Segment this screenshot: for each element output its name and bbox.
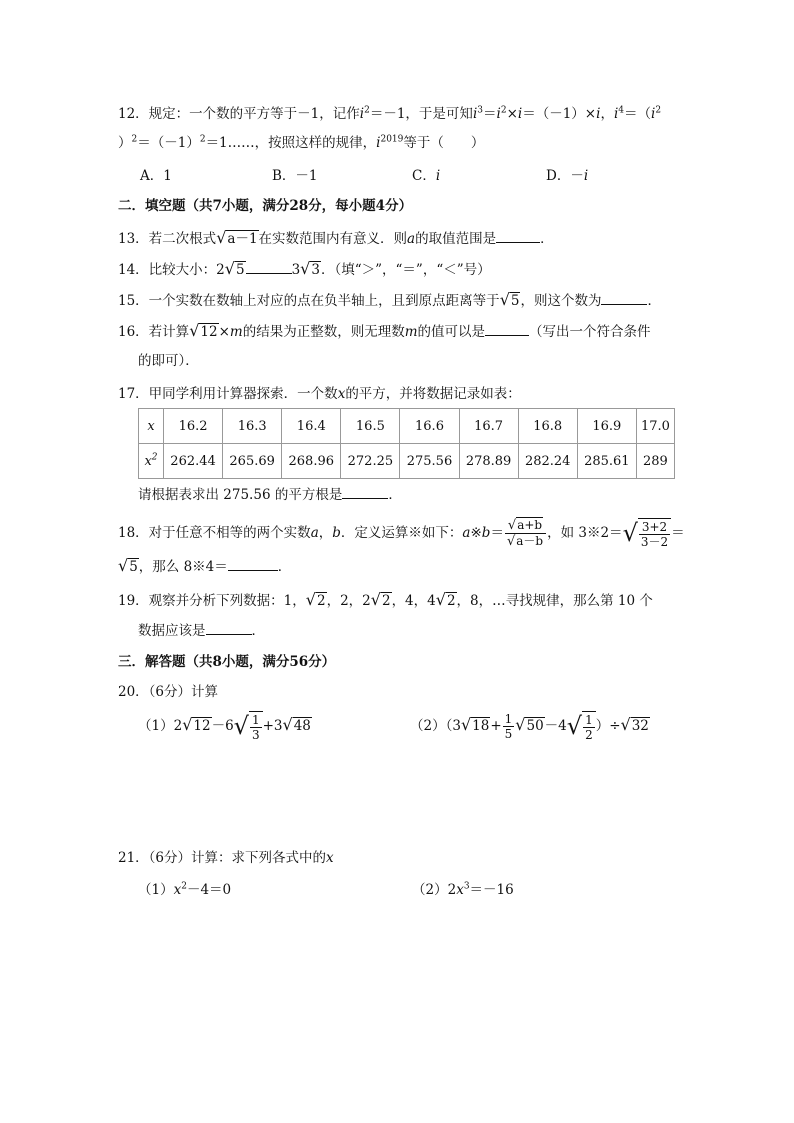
answer-blank[interactable] bbox=[206, 620, 252, 635]
table-header-x2 bbox=[139, 444, 164, 479]
q12-option-b bbox=[272, 164, 318, 184]
text: ＝1……，按照这样的规律， bbox=[205, 135, 377, 151]
text: 12．规定：一个数的平方等于－1，记作 bbox=[118, 106, 360, 122]
text: ＝（－1）× bbox=[522, 106, 597, 122]
sup: 2 bbox=[364, 105, 370, 116]
var-m: m bbox=[404, 324, 418, 340]
sup: 3 bbox=[477, 105, 483, 116]
sqrt: √2 bbox=[305, 590, 326, 609]
text: 13．若二次根式 bbox=[118, 231, 217, 247]
table-cell: 16.6 bbox=[400, 409, 459, 444]
radicand: 2 bbox=[381, 593, 391, 609]
sup: 3 bbox=[463, 881, 470, 892]
text: 的值可以是 bbox=[417, 324, 486, 340]
denominator: 2 bbox=[585, 728, 593, 742]
numerator: a+b bbox=[517, 518, 543, 532]
text: －4 bbox=[544, 718, 567, 734]
q12-option-d bbox=[546, 164, 588, 184]
text: －4＝0 bbox=[186, 882, 232, 898]
radicand: 12 bbox=[193, 718, 211, 734]
sqrt: √ $\frac{3+2}{3-2}$ bbox=[623, 518, 672, 549]
radicand: 12 bbox=[200, 324, 218, 340]
text: 数据应该是 bbox=[138, 623, 206, 639]
var-a: a bbox=[462, 525, 471, 541]
table-header-x: x bbox=[139, 409, 164, 444]
denominator: a－b bbox=[516, 534, 544, 548]
text: （2）（3 bbox=[410, 718, 461, 734]
sqrt: √ $\frac{1}{3}$ bbox=[234, 711, 263, 742]
sup: 2 bbox=[131, 134, 138, 145]
var-i: i bbox=[651, 106, 656, 122]
text: ＝ bbox=[483, 106, 497, 122]
text: 3 bbox=[291, 262, 301, 278]
sqrt: √12 bbox=[189, 321, 218, 340]
radicand: a－1 bbox=[227, 231, 258, 247]
sqrt: √2 bbox=[435, 590, 456, 609]
text: 15．一个实数在数轴上对应的点在负半轴上，且到原点距离等于 bbox=[118, 293, 500, 309]
q20-part1 bbox=[138, 710, 312, 742]
sqrt: √12 bbox=[182, 715, 211, 734]
table-cell: 16.9 bbox=[577, 409, 636, 444]
table-cell: 272.25 bbox=[341, 444, 400, 479]
denominator: 3－2 bbox=[640, 535, 669, 549]
option-label: C． bbox=[412, 168, 436, 184]
text: 请根据表求出 275.56 的平方根是 bbox=[138, 487, 343, 503]
text: ，2，2 bbox=[326, 593, 371, 609]
table-cell: 285.61 bbox=[577, 444, 636, 479]
var-i: i bbox=[376, 135, 381, 151]
text: ） bbox=[118, 135, 132, 151]
sqrt: √5 bbox=[224, 259, 245, 278]
text: ． bbox=[388, 487, 402, 503]
fraction bbox=[503, 712, 515, 741]
sqrt: √2 bbox=[370, 590, 391, 609]
sqrt: √5 bbox=[499, 290, 520, 309]
q20-part2 bbox=[410, 710, 650, 742]
answer-blank[interactable] bbox=[485, 321, 529, 336]
q12-line1 bbox=[118, 104, 661, 124]
text: ．（填“＞”，“＝”，“＜”号） bbox=[320, 262, 491, 278]
q16-line2: 的即可）． bbox=[138, 353, 199, 369]
text: ． bbox=[251, 623, 265, 639]
text: 的取值范围是 bbox=[415, 231, 497, 247]
text: × bbox=[218, 324, 230, 340]
table-cell: 16.8 bbox=[518, 409, 577, 444]
table-cell: 289 bbox=[636, 444, 674, 479]
var-a: a bbox=[407, 231, 416, 247]
sup: 2019 bbox=[380, 134, 404, 145]
fraction: $\frac{√a+b}{√a-b}$ bbox=[505, 518, 546, 549]
text: ＝－16 bbox=[469, 882, 514, 898]
text: ．定义运算※如下： bbox=[340, 525, 463, 541]
text: （写出一个符合条件 bbox=[529, 324, 651, 340]
text: 在实数范围内有意义．则 bbox=[258, 231, 408, 247]
sqrt: √32 bbox=[620, 715, 649, 734]
text: （1）2 bbox=[138, 718, 183, 734]
text: （2）2 bbox=[412, 882, 457, 898]
q18-line2 bbox=[118, 556, 291, 577]
text: ． bbox=[540, 231, 554, 247]
option-label: D．－ bbox=[546, 168, 584, 184]
radicand: 3 bbox=[311, 262, 320, 278]
text: ，那么 8※4＝ bbox=[138, 559, 228, 575]
sup: 4 bbox=[618, 105, 624, 116]
text: 17．甲同学利用计算器探索．一个数 bbox=[118, 386, 338, 402]
radicand: 5 bbox=[510, 293, 520, 309]
q18-line1 bbox=[118, 518, 685, 549]
var-b: b bbox=[481, 525, 491, 541]
q21-part1 bbox=[138, 880, 231, 900]
table-cell: 265.69 bbox=[223, 444, 282, 479]
text: ，如 3※2＝ bbox=[547, 525, 623, 541]
text: + bbox=[490, 718, 502, 734]
text: ＝（－1） bbox=[137, 135, 200, 151]
text: ， bbox=[318, 525, 333, 541]
numerator: 1 bbox=[585, 713, 593, 727]
sqrt: √a－1 bbox=[216, 228, 258, 247]
text: ，4，4 bbox=[391, 593, 436, 609]
text: ＝ bbox=[490, 525, 504, 541]
sup: 2 bbox=[181, 881, 187, 892]
data-table bbox=[138, 408, 675, 479]
var-i: i bbox=[517, 106, 523, 122]
sqrt: √18 bbox=[460, 715, 490, 734]
table-cell: 262.44 bbox=[164, 444, 223, 479]
q17-intro bbox=[118, 384, 521, 404]
text: 的平方，并将数据记录如表： bbox=[345, 386, 521, 402]
table-row bbox=[139, 409, 675, 444]
fraction bbox=[583, 713, 595, 742]
table-cell: 16.4 bbox=[282, 409, 341, 444]
answer-blank[interactable] bbox=[246, 259, 292, 274]
table-cell: 16.2 bbox=[164, 409, 223, 444]
sup: 2 bbox=[655, 105, 662, 116]
table-cell: 17.0 bbox=[636, 409, 674, 444]
denominator: 5 bbox=[504, 727, 513, 741]
q15 bbox=[118, 290, 661, 311]
text: 21．（6分）计算：求下列各式中的 bbox=[118, 850, 327, 866]
text: ，8，…寻找规律，那么第 10 个 bbox=[456, 593, 653, 609]
q12-option-a bbox=[140, 164, 172, 184]
text: 的结果为正整数，则无理数 bbox=[242, 324, 405, 340]
text: （1） bbox=[138, 882, 174, 898]
q12-option-c bbox=[412, 164, 440, 184]
var-b: b bbox=[332, 525, 341, 541]
text: 16．若计算 bbox=[118, 324, 190, 340]
section3-heading: 三．解答题（共8小题，满分56分） bbox=[118, 654, 336, 670]
radicand: 2 bbox=[446, 593, 456, 609]
numerator: 3+2 bbox=[639, 520, 670, 535]
var-x: x bbox=[326, 850, 334, 866]
radicand: 48 bbox=[293, 718, 311, 734]
radicand: 2 bbox=[316, 593, 326, 609]
sqrt: √50 bbox=[515, 715, 544, 734]
table-cell: 16.3 bbox=[223, 409, 282, 444]
sqrt: √48 bbox=[282, 715, 311, 734]
text: ． bbox=[277, 559, 292, 575]
table-cell: 16.7 bbox=[459, 409, 518, 444]
option-label: A．1 bbox=[140, 168, 172, 184]
text: ）÷ bbox=[595, 718, 621, 734]
var-x: x bbox=[173, 882, 182, 898]
var-x: x bbox=[456, 882, 464, 898]
text: －6 bbox=[211, 718, 234, 734]
text: ＝ bbox=[671, 525, 685, 541]
section2-heading: 二．填空题（共7小题，满分28分，每小题4分） bbox=[118, 198, 413, 214]
sup: 2 bbox=[199, 134, 206, 145]
q19-line2 bbox=[138, 620, 265, 641]
sqrt: √ $\frac{1}{2}$ bbox=[567, 711, 596, 742]
sup: 2 bbox=[151, 452, 158, 463]
q14 bbox=[118, 259, 491, 280]
table-row bbox=[139, 444, 675, 479]
q21-title bbox=[118, 848, 334, 868]
q13 bbox=[118, 228, 554, 249]
text: ， bbox=[600, 106, 614, 122]
text: ，则这个数为 bbox=[520, 293, 602, 309]
q19-line1 bbox=[118, 590, 653, 611]
var-i: i bbox=[596, 106, 601, 122]
var-x: x bbox=[144, 453, 152, 469]
table-cell: 16.5 bbox=[341, 409, 400, 444]
denominator: 3 bbox=[251, 728, 260, 742]
table-cell: 268.96 bbox=[282, 444, 341, 479]
answer-blank[interactable] bbox=[228, 556, 278, 571]
q12-line2 bbox=[118, 133, 484, 153]
sup: 2 bbox=[500, 105, 507, 116]
q20-title: 20．（6分）计算 bbox=[118, 684, 219, 700]
text: 等于（ ） bbox=[403, 135, 485, 151]
text: 14．比较大小：2 bbox=[118, 262, 225, 278]
sqrt: √3 bbox=[300, 259, 320, 278]
radicand: 32 bbox=[631, 718, 649, 734]
q16-line1 bbox=[118, 321, 651, 342]
radicand: 5 bbox=[129, 559, 138, 575]
q21-part2 bbox=[412, 880, 514, 900]
text: 19．观察并分析下列数据：1， bbox=[118, 593, 306, 609]
radicand: 18 bbox=[472, 718, 490, 734]
radicand: 5 bbox=[235, 262, 245, 278]
var-i: i bbox=[613, 106, 619, 122]
var-i: i bbox=[496, 106, 501, 122]
answer-blank[interactable] bbox=[342, 484, 388, 499]
sqrt: √5 bbox=[118, 556, 138, 575]
text: ． bbox=[647, 293, 661, 309]
answer-blank[interactable] bbox=[496, 228, 540, 243]
answer-blank[interactable] bbox=[601, 290, 647, 305]
table-cell: 282.24 bbox=[518, 444, 577, 479]
var-i: i bbox=[435, 168, 441, 184]
text: ＝－1，于是可知 bbox=[369, 106, 473, 122]
var-x: x bbox=[337, 386, 346, 402]
numerator: 1 bbox=[251, 713, 260, 727]
fraction bbox=[250, 713, 262, 742]
text: ＝（ bbox=[624, 106, 651, 122]
var-i: i bbox=[583, 168, 589, 184]
var-i: i bbox=[472, 106, 478, 122]
var-a: a bbox=[310, 525, 319, 541]
text: 18．对于任意不相等的两个实数 bbox=[118, 525, 311, 541]
radicand: 50 bbox=[526, 718, 544, 734]
numerator: 1 bbox=[504, 712, 513, 726]
option-label: B．－1 bbox=[272, 168, 318, 184]
table-cell: 275.56 bbox=[400, 444, 459, 479]
q17-question bbox=[138, 484, 402, 505]
table-cell: 278.89 bbox=[459, 444, 518, 479]
text: ※ bbox=[470, 525, 482, 541]
text: × bbox=[506, 106, 518, 122]
var-i: i bbox=[359, 106, 365, 122]
text: +3 bbox=[262, 718, 283, 734]
var-m: m bbox=[229, 324, 243, 340]
fraction bbox=[639, 520, 670, 549]
